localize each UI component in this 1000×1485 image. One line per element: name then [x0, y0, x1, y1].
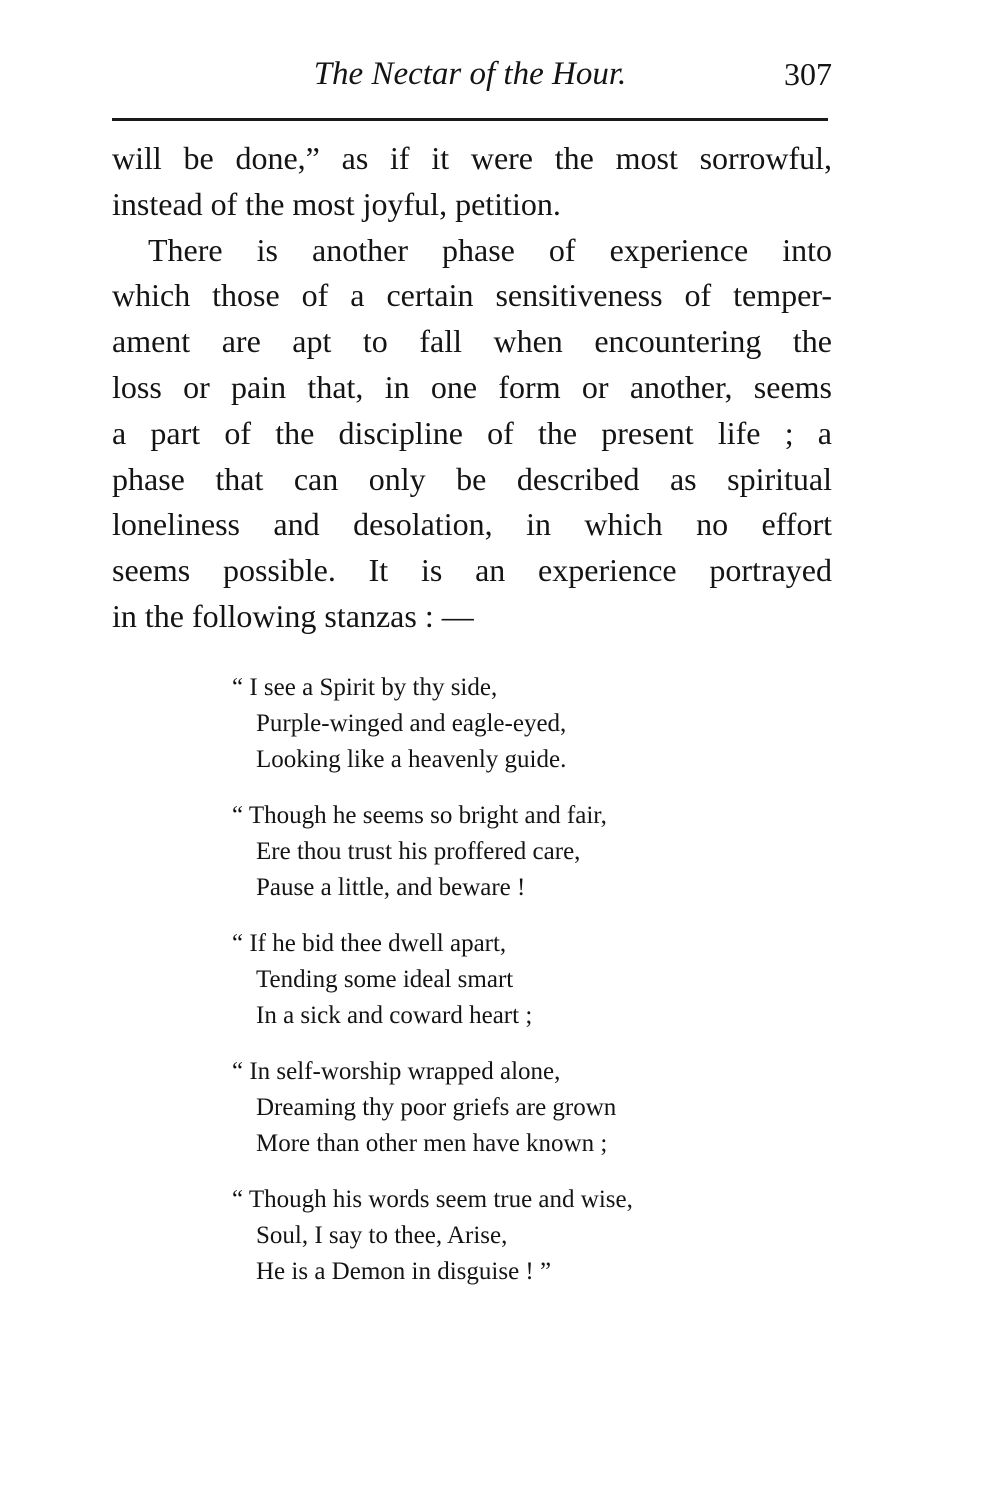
page-number: 307	[784, 56, 832, 92]
verse-line: Dreaming thy poor griefs are grown	[256, 1094, 617, 1121]
text-line: in the following stanzas : —	[112, 597, 474, 634]
verse-line: In a sick and coward heart ;	[256, 1002, 533, 1029]
stanza-3	[232, 926, 633, 1034]
text-line: will be done,” as if it were the most sorrowful,	[112, 140, 832, 176]
paragraph-2	[112, 228, 832, 640]
stanza-1	[232, 670, 633, 778]
text-line: instead of the most joyful, petition.	[112, 185, 561, 222]
verse-line: “ If he bid thee dwell apart,	[232, 930, 507, 957]
verse-line: Soul, I say to thee, Arise,	[256, 1222, 508, 1249]
verse-line: Purple-winged and eagle-eyed,	[256, 710, 567, 737]
verse-line: “ Though his words seem true and wise,	[232, 1186, 633, 1213]
verse-line: Pause a little, and beware !	[256, 874, 526, 901]
paragraph-1	[112, 136, 832, 228]
verse-line: Ere thou trust his proffered care,	[256, 838, 581, 865]
stanza-4	[232, 1054, 633, 1162]
stanza-5	[232, 1182, 633, 1290]
verse-line: “ Though he seems so bright and fair,	[232, 802, 607, 829]
text-line: phase that can only be described as spiritual	[112, 460, 832, 497]
text-line: loss or pain that, in one form or another, seems	[112, 368, 832, 405]
verse-line: Looking like a heavenly guide.	[256, 746, 567, 773]
text-line: There is another phase of experience into	[148, 231, 832, 268]
running-title: The Nectar of the Hour.	[313, 56, 627, 92]
verse-line: Tending some ideal smart	[256, 966, 514, 993]
verse-line: More than other men have known ;	[256, 1130, 608, 1157]
stanza-2	[232, 798, 633, 906]
text-line: loneliness and desolation, in which no effort	[112, 506, 832, 543]
poem	[232, 670, 633, 1310]
verse-line: “ In self-worship wrapped alone,	[232, 1058, 561, 1085]
text-line: seems possible. It is an experience portrayed	[112, 552, 832, 589]
verse-line: “ I see a Spirit by thy side,	[232, 674, 498, 701]
body-text	[112, 136, 832, 640]
text-line: ament are apt to fall when encountering the	[112, 323, 832, 360]
header-rule	[112, 118, 828, 121]
text-line: a part of the discipline of the present life ; a	[112, 414, 832, 451]
verse-line: He is a Demon in disguise ! ”	[256, 1258, 552, 1285]
text-line: which those of a certain sensitiveness of temper-	[112, 277, 832, 314]
